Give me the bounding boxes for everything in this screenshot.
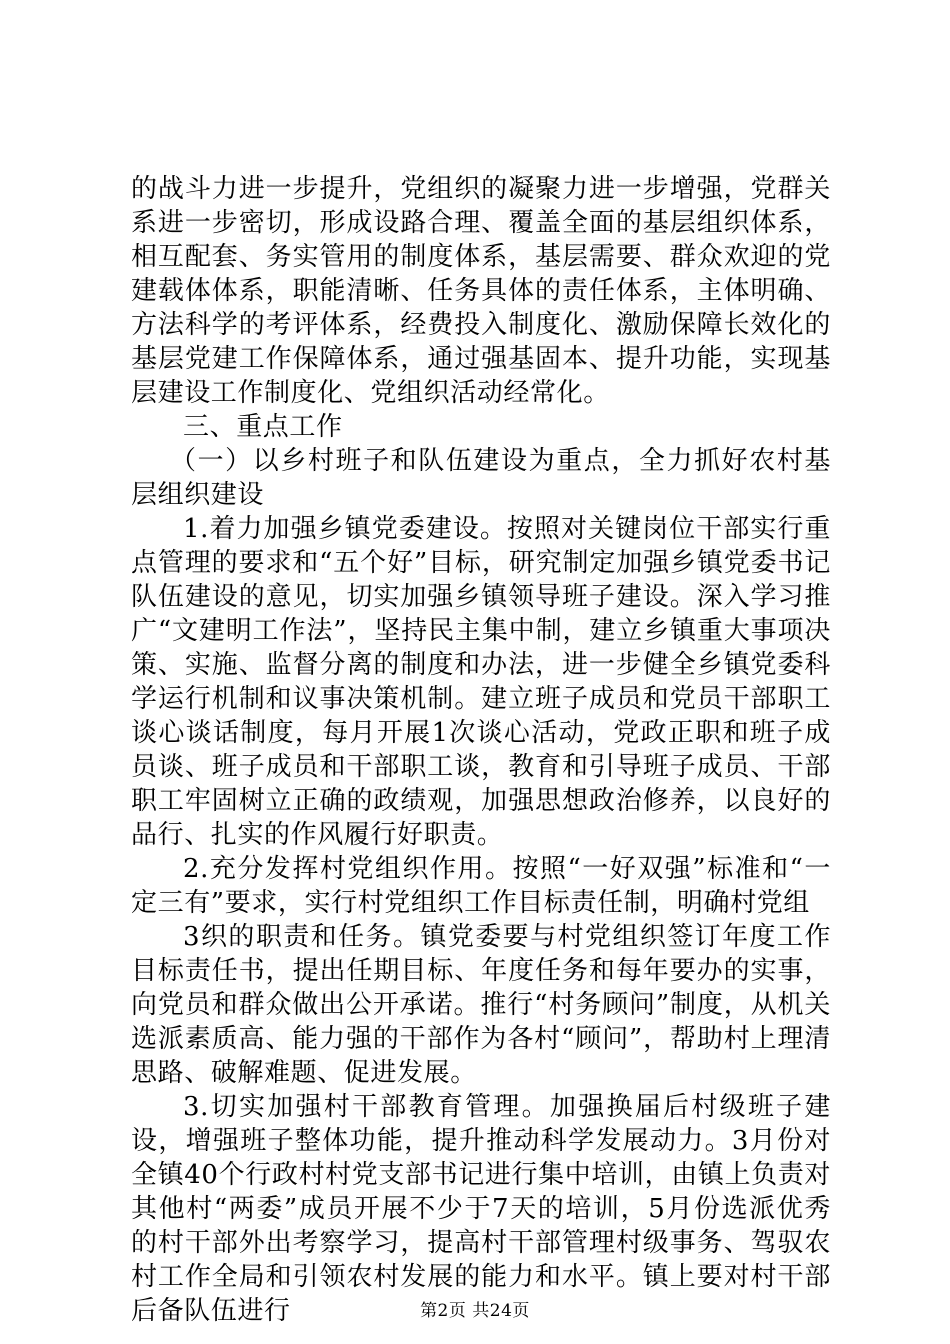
paragraph-item-3: 3.切实加强村干部教育管理。加强换届后村级班子建设，增强班子整体功能，提升推动科学发展动力。3月份对全镇40个行政村村党支部书记进行集中培训，由镇上负责对其他村“两委”成员开展不少于7天的培训，5月份选派优秀的村干部外出考察学习，提高村干部管理村级事务、驾驭农村工作全局和引领农村发展的能力和水平。镇上要对村干部后备队伍进行: [131, 1092, 831, 1326]
paragraph-continuation: 的战斗力进一步提升，党组织的凝聚力进一步增强，党群关系进一步密切，形成设路合理、覆盖全面的基层组织体系，相互配套、务实管用的制度体系，基层需要、群众欢迎的党建载体体系，职能清晰、任务具体的责任体系，主体明确、方法科学的考评体系，经费投入制度化、激励保障长效化的基层党建工作保障体系，通过强基固本、提升功能，实现基层建设工作制度化、党组织活动经常化。: [131, 174, 831, 408]
paragraph-item-2: 2.充分发挥村党组织作用。按照“一好双强”标准和“一定三有”要求，实行村党组织工作目标责任制，明确村党组: [131, 854, 831, 918]
subsection-heading: （一）以乡村班子和队伍建设为重点，全力抓好农村基层组织建设: [131, 446, 831, 510]
paragraph-item-1: 1.着力加强乡镇党委建设。按照对关键岗位干部实行重点管理的要求和“五个好”目标，研究制定加强乡镇党委书记队伍建设的意见，切实加强乡镇领导班子建设。深入学习推广“文建明工作法”，坚持民主集中制，建立乡镇重大事项决策、实施、监督分离的制度和办法，进一步健全乡镇党委科学运行机制和议事决策机制。建立班子成员和党员干部职工谈心谈话制度，每月开展1次谈心活动，党政正职和班子成员谈、班子成员和干部职工谈，教育和引导班子成员、干部职工牢固树立正确的政绩观，加强思想政治修养，以良好的品行、扎实的作风履行好职责。: [131, 514, 831, 850]
section-heading: 三、重点工作: [183, 412, 343, 442]
document-body: [131, 172, 831, 1328]
paragraph-item-2-continued: 3织的职责和任务。镇党委要与村党组织签订年度工作目标责任书，提出任期目标、年度任务和每年要办的实事，向党员和群众做出公开承诺。推行“村务顾问”制度，从机关选派素质高、能力强的干部作为各村“顾问”，帮助村上理清思路、破解难题、促进发展。: [131, 922, 831, 1088]
page-number-footer: 第2页 共24页: [420, 1301, 530, 1321]
